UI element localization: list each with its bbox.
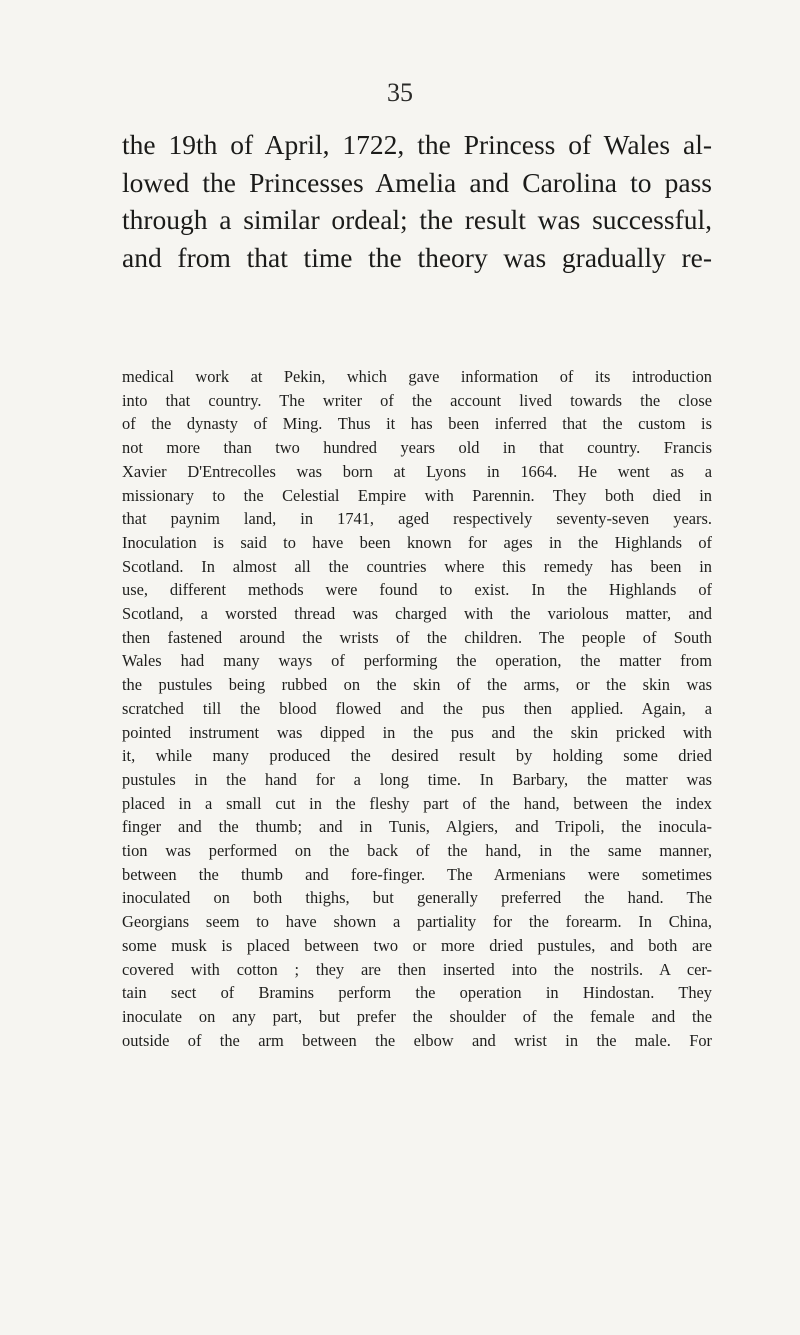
footnote-line: use, different methods were found to exist. In the Highlands of: [122, 580, 712, 600]
footnote-line: inoculated on both thighs, but generally preferred the hand. The: [122, 888, 712, 908]
footnote-line: pointed instrument was dipped in the pus and the skin pricked with: [122, 722, 712, 742]
footnote-line: into that country. The writer of the account lived towards the close: [122, 390, 712, 410]
footnote-line: it, while many produced the desired result by holding some dried: [122, 746, 712, 766]
footnote-line: Inoculation is said to have been known for ages in the Highlands of: [122, 532, 712, 552]
footnote-line: placed in a small cut in the fleshy part of the hand, between the index: [122, 793, 712, 813]
footnote-line: Wales had many ways of performing the operation, the matter from: [122, 651, 712, 671]
footnote-line: inoculate on any part, but prefer the shoulder of the female and the: [122, 1006, 712, 1026]
footnote-line: outside of the arm between the elbow and wrist in the male. For: [122, 1030, 712, 1050]
footnote-line: Georgians seem to have shown a partiality for the forearm. In China,: [122, 912, 712, 932]
footnote-line: Scotland, a worsted thread was charged with the variolous matter, and: [122, 604, 712, 624]
footnote-text: [122, 365, 712, 1052]
footnote-line: covered with cotton ; they are then inserted into the nostrils. A cer-: [122, 959, 712, 979]
footnote-line: tain sect of Bramins perform the operation in Hindostan. They: [122, 983, 712, 1003]
main-text-line: and from that time the theory was gradually re-: [122, 241, 712, 273]
footnote-line: medical work at Pekin, which gave information of its introduction: [122, 367, 712, 386]
footnote-line: some musk is placed between two or more dried pustules, and both are: [122, 935, 712, 955]
main-text: [122, 126, 712, 276]
footnote-line: that paynim land, in 1741, aged respectively seventy-seven years.: [122, 509, 712, 529]
footnote-line: the pustules being rubbed on the skin of the arms, or the skin was: [122, 675, 712, 695]
footnote-line: not more than two hundred years old in that country. Francis: [122, 438, 712, 458]
main-text-line: through a similar ordeal; the result was successful,: [122, 204, 712, 235]
main-text-line: lowed the Princesses Amelia and Carolina to pass: [122, 166, 712, 198]
footnote-line: Xavier D'Entrecolles was born at Lyons in 1664. He went as a: [122, 461, 712, 481]
footnote-line: between the thumb and fore-finger. The Armenians were sometimes: [122, 864, 712, 884]
footnote-line: tion was performed on the back of the hand, in the same manner,: [122, 841, 712, 861]
footnote-line: pustules in the hand for a long time. In Barbary, the matter was: [122, 769, 712, 789]
footnote-line: Scotland. In almost all the countries where this remedy has been in: [122, 556, 712, 576]
footnote-line: missionary to the Celestial Empire with Parennin. They both died in: [122, 485, 712, 505]
main-text-line: the 19th of April, 1722, the Princess of Wales al-: [122, 129, 712, 160]
footnote-line: finger and the thumb; and in Tunis, Algiers, and Tripoli, the inocula-: [122, 817, 712, 837]
page-number: 35: [387, 78, 413, 107]
footnote-line: scratched till the blood flowed and the pus then applied. Again, a: [122, 698, 712, 718]
footnote-line: of the dynasty of Ming. Thus it has been inferred that the custom is: [122, 414, 712, 434]
footnote-line: then fastened around the wrists of the children. The people of South: [122, 627, 712, 647]
